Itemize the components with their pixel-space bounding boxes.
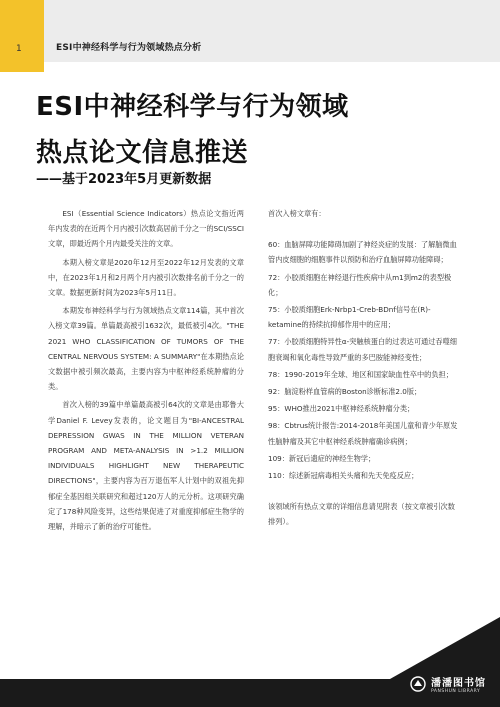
document-subtitle: ——基于2023年5月更新数据 <box>36 172 212 187</box>
running-title: ESI中神经科学与行为领域热点分析 <box>56 43 202 53</box>
library-logo-icon <box>410 676 426 692</box>
left-column <box>48 206 244 537</box>
list-item: 98：Cbtrus统计报告:2014-2018年美国儿童和青少年原发性脑肿瘤及其它中枢神经系统肿瘤确诊病例； <box>268 421 458 446</box>
list-item: 78：1990-2019年全球、地区和国家缺血性卒中的负担； <box>268 369 453 379</box>
list-item: 110：综述新冠病毒相关头痛和先天免疫反应； <box>268 471 419 481</box>
list-item: 72：小胶质细胞在神经退行性疾病中从m1到m2的表型极化； <box>268 272 452 297</box>
list-item: 92：脑淀粉样血管病的Boston诊断标准2.0版； <box>268 387 422 397</box>
closing-note: 该领域所有热点文章的详细信息请见附表（按文章被引次数排列）。 <box>268 502 455 527</box>
paragraph-top-new: 首次入榜的39篇中单篇最高被引64次的文章是由耶鲁大学Daniel F. Levey发表的，论文题目为"BI-ANCESTRAL DEPRESSION GWAS IN THE MILLION VETERAN PROGRAM AND META-ANALYSIS IN >1.2 MILLION INDIVIDUALS HIGHLIGHT NEW THERAPEUTIC DIRECTIONS"，主要内容为百万退伍军人计划中的双祖先抑郁症全基因组关联研究和超过120万人的元分析。这项研究确定了178种风险变异，这些结果促进了对重度抑郁症生物学的理解，并暗示了新的治疗可能性。 <box>48 400 244 532</box>
paragraph-definition: ESI（Essential Science Indicators）热点论文指近两年内发表的在近两个月内被引次数高居前千分之一的SCI/SSCI文章，即最近两个月内最受关注的文章。 <box>48 209 244 249</box>
list-item: 109：新冠后遗症的神经生物学； <box>268 453 376 463</box>
spacer <box>268 485 460 499</box>
paragraph-period: 本期入榜文章是2020年12月至2022年12月发表的文章中，在2023年1月和2月两个月内被引次数排名前千分之一的文章。数据更新时间为2023年5月11日。 <box>48 257 244 298</box>
page-number-tab <box>0 0 44 72</box>
title-line-2: 热点论文信息推送 <box>36 138 249 168</box>
logo-chinese-name: 潘潘图书馆 <box>431 678 486 689</box>
title-line-1: ESI中神经科学与行为领域 <box>36 92 349 122</box>
page-number: 1 <box>16 44 22 54</box>
list-item: 60：血脑屏障功能障碍加剧了神经炎症的发展：了解脑微血管内皮细胞的细胞事件以预防和治疗血脑屏障功能障碍； <box>268 240 457 265</box>
list-item: 95：WHO推出2021中枢神经系统肿瘤分类； <box>268 404 415 414</box>
logo-english-name: PANSHUN LIBRARY <box>431 689 481 694</box>
paragraph-summary: 本期发布神经科学与行为领域热点文章114篇，其中首次入榜文章39篇。单篇最高被引1632次，最低被引4次。"THE 2021 WHO CLASSIFICATION OF TUMORS OF THE CENTRAL NERVOUS SYSTEM: A SUMMARY"在本期热点论文数据中被引频次最高，主要内容为中枢神经系统肿瘤的分类。 <box>48 306 244 392</box>
right-column <box>268 206 460 532</box>
footer-corner-shape <box>390 617 500 679</box>
list-intro: 首次入榜文章有： <box>268 209 326 218</box>
spacer <box>268 223 460 237</box>
list-item: 75：小胶质细胞Erk-Nrbp1-Creb-BDnf信号在(R)-ketamine的持续抗抑郁作用中的应用； <box>268 305 431 330</box>
list-item: 77：小胶质细胞特异性α-突触核蛋白的过表达可通过吞噬细胞衰竭和氧化毒性导致严重的多巴胺能神经变性； <box>268 337 457 362</box>
document-title <box>36 84 349 176</box>
library-logo <box>410 671 486 697</box>
